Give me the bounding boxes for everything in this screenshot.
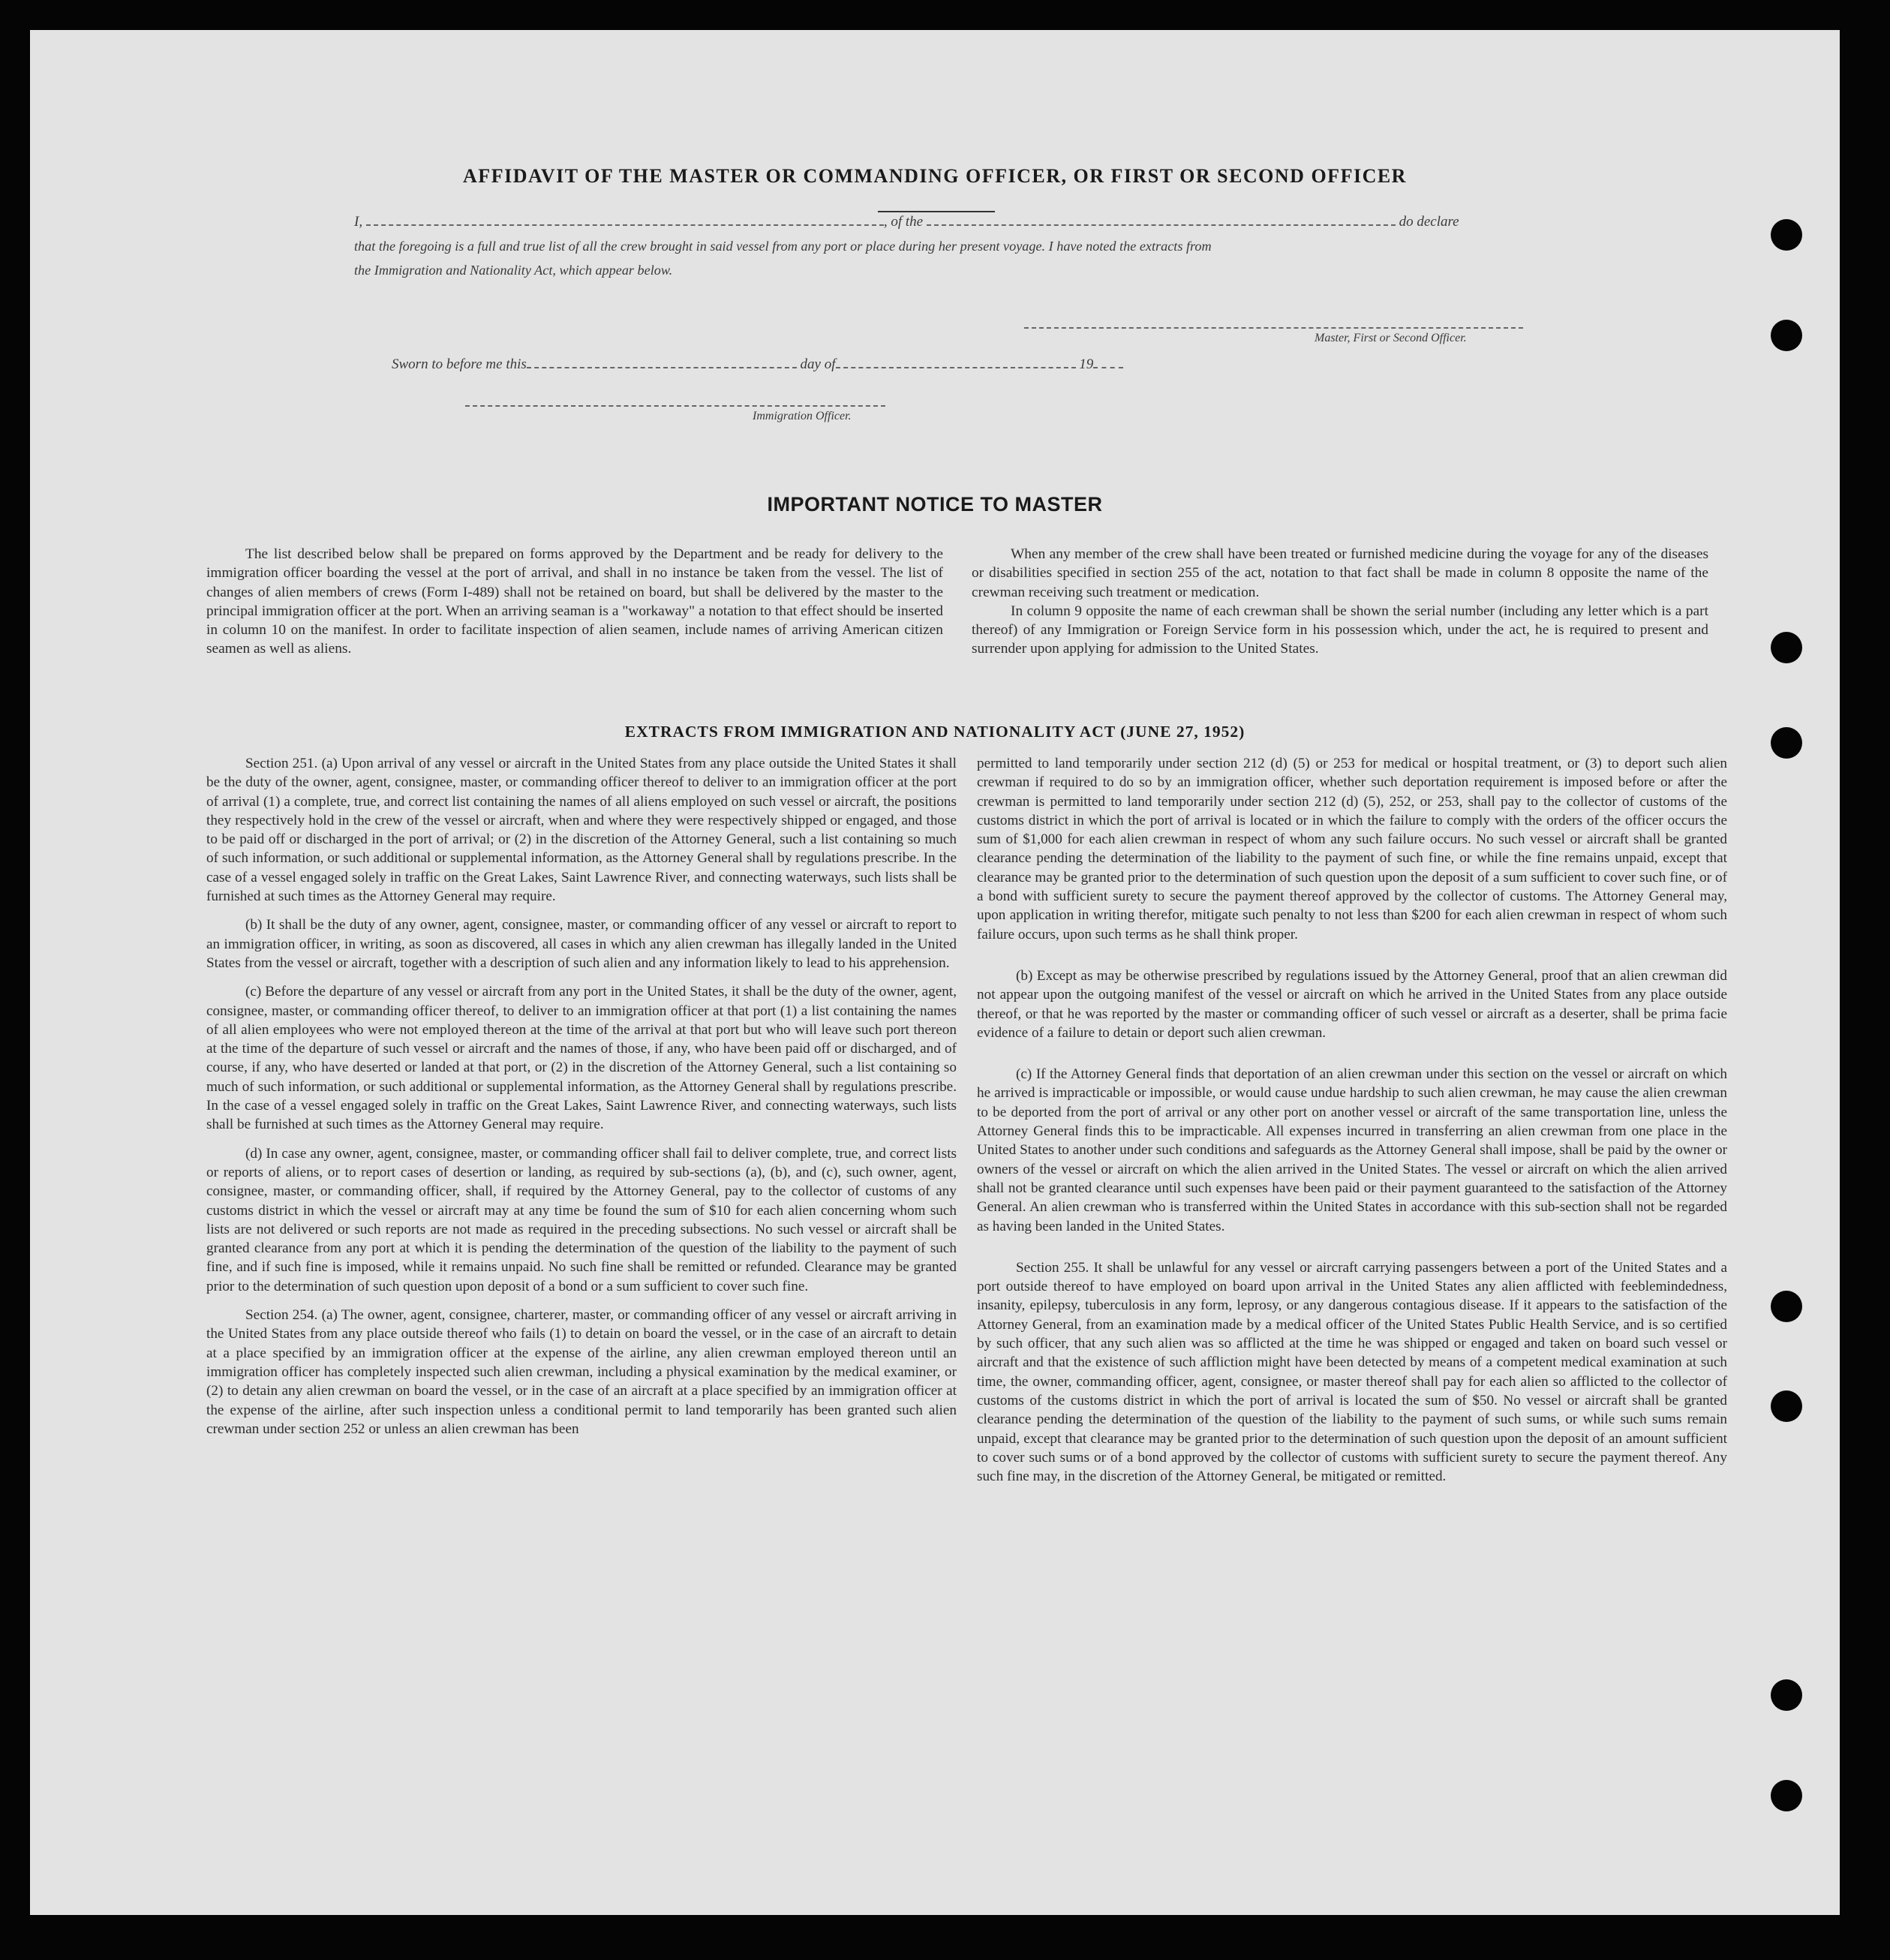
affidavit-declaration-line: [354, 214, 1555, 230]
extracts-left-column: [206, 754, 957, 1448]
affidavit-statement-line-2: the Immigration and Nationality Act, which appear below.: [354, 263, 673, 278]
section-254-a-continued: permitted to land temporarily under section 212 (d) (5) or 253 for medical or hospital treatment, or (3) to deport such alien crewman if required to do so by an immigration officer, whether such deportation requirement is imposed before or after the crewman is permitted to land temporarily under section 212 (d) (5), 252, or 253, shall pay to the collector of customs of the customs district in which the port of arrival is located or in which the failure to comply with the orders of the officer occurs the sum of $1,000 for each alien crewman in respect of whom any such failure occurs. No such vessel or aircraft shall be granted clearance pending the determination of the liability to the payment of such fine, or while the fine remains unpaid, except that clearance may be granted prior to the determination of such question upon the deposit of a sum sufficient to cover such fine, or of a bond with sufficient surety to secure the payment thereof approved by the collector of customs. The Attorney General may, upon application in writing therefor, mitigate such penalty to not less than $200 for each alien crewman in respect of whom such failure occurs, upon such terms as he shall think proper.: [977, 756, 1727, 942]
title-underline: [878, 211, 995, 212]
i-label: I,: [354, 214, 363, 230]
extracts-right-column: [977, 754, 1727, 1496]
section-251-d: (d) In case any owner, agent, consignee, master, or commanding officer shall fail to deliver complete, true, and correct lists or reports of aliens, or to report cases of desertion or landing, as required by sub-sections (a), (b), and (c), such owner, agent, consignee, master, or commanding officer, shall, if required by the Attorney General, pay to the collector of customs of any customs district in which the vessel or aircraft may at any time be found the sum of $10 for each alien concerning whom such lists are not delivered or such reports are not made as required in the preceding subsections. No such vessel or aircraft shall be granted clearance from any port at which it is pending the determination of the question of the liability to the payment of such fine, and if such fine is imposed, while it remains unpaid. No such fine shall be remitted or refunded. Clearance may be granted prior to the determination of such question upon deposit of a bond or a sum sufficient to cover such fine.: [206, 1145, 957, 1294]
section-254-c: (c) If the Attorney General finds that deportation of an alien crewman under this section on the vessel or aircraft on which he arrived is impracticable or impossible, or would cause undue hardship to such alien crewman, he may cause the alien crewman to be deported from the port of arrival or any other port on another vessel or aircraft of the same transportation line, unless the Attorney General finds this to be impracticable. All expenses incurred in transferring an alien crewman from one place in the United States to another under such conditions and safeguards as the Attorney General shall impose, shall be paid by the owner or owners of the vessel or aircraft on which the alien arrived in the United States. The vessel or aircraft on which the alien arrived shall not be granted clearance until such expenses have been paid or their payment guaranteed to the satisfaction of the Attorney General. An alien crewman who is transferred within the United States in accordance with this sub-section shall not be regarded as having been landed in the United States.: [977, 1066, 1727, 1234]
immigration-officer-caption: Immigration Officer.: [753, 410, 852, 422]
affidavit-statement-line-1: that the foregoing is a full and true list of all the crew brought in said vessel from any port or place during her present voyage. I have noted the extracts from: [354, 239, 1212, 254]
punch-hole: [1771, 1291, 1802, 1322]
section-254-a: Section 254. (a) The owner, agent, consignee, charterer, master, or commanding officer of any vessel or aircraft arriving in the United States from any place outside thereof who fails (1) to detain on board the vessel, or in the case of an aircraft to detain at a place specified by an immigration officer at the expense of the airline, any alien crewman employed thereon until an immigration officer has completely inspected such alien crewman, including a physical examination by the medical examiner, or (2) to detain any alien crewman on board the vessel, or in the case of an aircraft at a place specified by an immigration officer at the expense of the airline, after such inspection unless a conditional permit to land temporarily has been granted such alien crewman under section 252 or unless an alien crewman has been: [206, 1307, 957, 1437]
punch-hole: [1771, 219, 1802, 251]
master-signature-line[interactable]: [1024, 327, 1523, 329]
year-label: 19: [1079, 356, 1094, 372]
master-signature-caption: Master, First or Second Officer.: [1315, 332, 1467, 344]
do-declare-label: do declare: [1399, 214, 1459, 230]
section-255: Section 255. It shall be unlawful for any vessel or aircraft carrying passengers between a port of the United States and a port outside thereof to have employed on board upon arrival in the United States any alien afflicted with feeblemindedness, insanity, epilepsy, tuberculosis in any form, leprosy, or any dangerous contagious disease. If it appears to the satisfaction of the Attorney General, from an examination made by a medical officer of the United States Public Health Service, and is so certified by such officer, that any such alien was so afflicted at the time he was shipped or engaged and taken on board such vessel or aircraft and that the existence of such affliction might have been detected by means of a competent medical examination at such time, the owner, commanding officer, agent, consignee, or master thereof shall pay for each alien so afflicted to the collector of customs of the customs district in which the port of arrival is located the sum of $50. No vessel or aircraft shall be granted clearance pending the determination of the question of the liability to the payment of such sums, or while such sums remain unpaid, except that clearance may be granted prior to the determination of such question upon the deposit of an amount sufficient to cover such sums or of a bond approved by the collector of customs with sufficient surety to secure the payment thereof. Any such fine may, in the discretion of the Attorney General, be mitigated or remitted.: [977, 1259, 1727, 1485]
vessel-name-field[interactable]: [927, 214, 1396, 226]
notice-title: IMPORTANT NOTICE TO MASTER: [767, 493, 1103, 516]
punch-hole: [1771, 1679, 1802, 1711]
day-of-label: day of: [800, 356, 836, 372]
section-251-b: (b) It shall be the duty of any owner, agent, consignee, master, or commanding officer of any vessel or aircraft to report to an immigration officer, in writing, as soon as discovered, all cases in which any alien crewman has illegally landed in the United States from the vessel or aircraft, together with a description of such alien and any information likely to lead to his apprehension.: [206, 917, 957, 971]
sworn-year-field[interactable]: [1093, 356, 1123, 368]
punch-hole: [1771, 320, 1802, 351]
officer-name-field[interactable]: [366, 214, 884, 226]
punch-hole: [1771, 1780, 1802, 1811]
notice-left-column: [206, 545, 943, 669]
sworn-label: Sworn to before me this: [392, 356, 527, 372]
document-page: [30, 30, 1840, 1915]
notice-right-column: [972, 545, 1708, 669]
punch-hole: [1771, 1390, 1802, 1422]
affidavit-title: AFFIDAVIT OF THE MASTER OR COMMANDING OFFICER, OR FIRST OR SECOND OFFICER: [463, 165, 1407, 187]
sworn-month-field[interactable]: [836, 356, 1076, 368]
punch-hole: [1771, 632, 1802, 663]
section-251-a: Section 251. (a) Upon arrival of any vessel or aircraft in the United States from any place outside the United States it shall be the duty of the owner, agent, consignee, master, or commanding officer thereof to deliver to an immigration officer at the port of arrival (1) a complete, true, and correct list containing the names of all aliens employed on such vessel or aircraft, the positions they respectively hold in the crew of the vessel or aircraft, when and where they were respectively shipped or engaged, and those to be paid off or discharged in the port of arrival; or (2) in the discretion of the Attorney General, such a list containing so much of such information, or such additional or supplemental information, as the Attorney General shall by regulations prescribe. In the case of a vessel engaged solely in traffic on the Great Lakes, Saint Lawrence River, and connecting waterways, such lists shall be furnished at such times as the Attorney General may require.: [206, 756, 957, 905]
section-251-c: (c) Before the departure of any vessel or aircraft from any port in the United States, it shall be the duty of the owner, agent, consignee, master, or commanding officer thereof, to deliver to an immigration officer at that port (1) a list containing the names of all alien employees who were not employed thereon at the time of the arrival at that port but who will leave such port thereon at the time of the departure of such vessel or aircraft and the names of those, if any, who have been paid off or discharged, and of course, if any, who have deserted or landed at that port, or (2) in the discretion of the Attorney General, such a list containing so much of such information, or such additional or supplemental information, as the Attorney General shall by regulations prescribe. In the case of a vessel engaged solely in traffic on the Great Lakes, Saint Lawrence River, and connecting waterways, such lists shall be furnished at such times as the Attorney General may require.: [206, 984, 957, 1133]
sworn-line: [392, 356, 1592, 373]
immigration-officer-signature-line[interactable]: [465, 405, 885, 407]
notice-right-paragraph-2: In column 9 opposite the name of each crewman shall be shown the serial number (including any letter which is a part thereof) of any Immigration or Foreign Service form in his possession which, under the act, he is required to present and surrender upon applying for admission to the United States.: [972, 603, 1708, 657]
sworn-day-field[interactable]: [527, 356, 797, 368]
notice-left-paragraph: The list described below shall be prepared on forms approved by the Department and be ready for delivery to the immigration officer boarding the vessel at the port of arrival, and shall in no instance be taken from the vessel. The list of changes of alien members of crews (Form I-489) shall not be retained on board, but shall be delivered by the master to the principal immigration officer at the port. When an arriving seaman is a "workaway" a notation to that effect should be inserted in column 10 on the manifest. In order to facilitate inspection of alien seamen, include names of arriving American citizen seamen as well as aliens.: [206, 546, 943, 657]
of-the-label: , of the: [883, 214, 924, 230]
notice-right-paragraph-1: When any member of the crew shall have been treated or furnished medicine during the voyage for any of the diseases or disabilities specified in section 255 of the act, notation to that fact shall be made in column 8 opposite the name of the crewman receiving such treatment or medication.: [972, 546, 1708, 600]
section-254-b: (b) Except as may be otherwise prescribed by regulations issued by the Attorney General, proof that an alien crewman did not appear upon the outgoing manifest of the vessel or aircraft on which he arrived in the United States from any place outside thereof, or that he was reported by the master or commanding officer of such vessel or aircraft as a deserter, shall be prima facie evidence of a failure to detain or deport such alien crewman.: [977, 967, 1727, 1041]
extracts-title: EXTRACTS FROM IMMIGRATION AND NATIONALITY ACT (JUNE 27, 1952): [624, 723, 1245, 741]
